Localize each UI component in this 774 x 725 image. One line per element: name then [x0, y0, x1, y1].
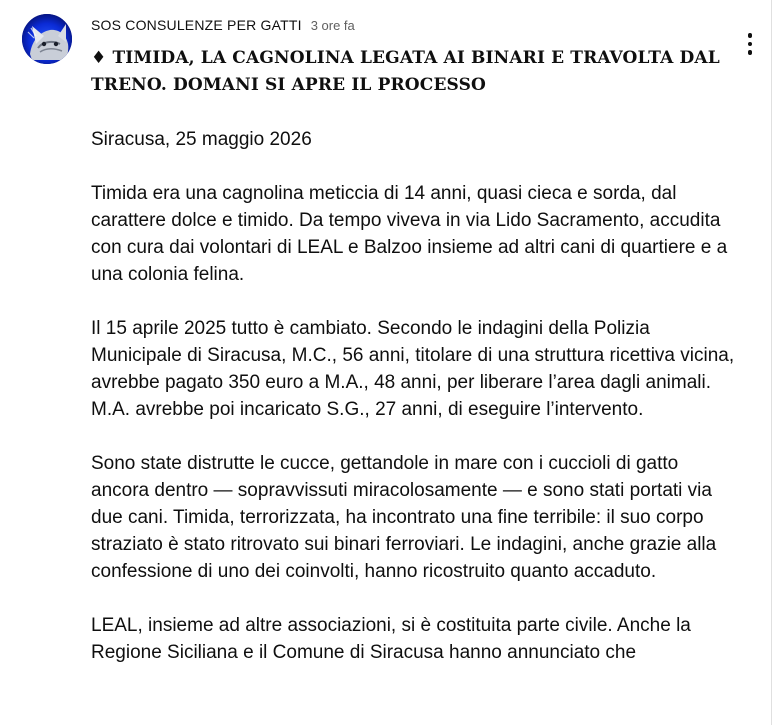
- post-paragraph: Il 15 aprile 2025 tutto è cambiato. Secondo le indagini della Polizia Municipale di Siracusa, M.C., 56 anni, titolare di una struttura ricettiva vicina, avrebbe pagato 350 euro a M.A., 48 anni, per liberare l’area dagli animali. M.A. avrebbe poi incaricato S.G., 27 anni, di eseguire l’intervento.: [91, 318, 735, 420]
- cat-avatar-icon[interactable]: [22, 14, 72, 64]
- menu-dot: [748, 42, 753, 47]
- post-paragraph: LEAL, insieme ad altre associazioni, si è costituita parte civile. Anche la Regione Siciliana e il Comune di Siracusa hanno annunciato che: [91, 615, 691, 663]
- more-vert-icon[interactable]: [738, 29, 762, 59]
- post-paragraph: Sono state distrutte le cucce, gettandole in mare con i cuccioli di gatto ancora dentro — sopravvissuti miracolosamente — e sono stati portati via due cani. Timida, terrorizzata, ha incontrato una fine terribile: il suo corpo straziato è stato ritrovato sui binari ferroviari. Le indagini, anche grazie alla confessione di uno dei coinvolti, hanno ricostruito quanto accaduto.: [91, 453, 717, 582]
- post-paragraph: Timida era una cagnolina meticcia di 14 anni, quasi cieca e sorda, dal carattere dolce e timido. Da tempo viveva in via Lido Sacramento, accudita con cura dai volontari di LEAL e Balzoo insieme ad altri cani di quartiere e a una colonia felina.: [91, 183, 728, 285]
- menu-dot: [748, 50, 753, 55]
- channel-name[interactable]: SOS CONSULENZE PER GATTI: [91, 17, 302, 33]
- post-paragraph: Siracusa, 25 maggio 2026: [91, 129, 312, 150]
- post-title: ♦ TIMIDA, LA CAGNOLINA LEGATA AI BINARI E TRAVOLTA DAL TRENO. DOMANI SI APRE IL PROCESSO: [91, 48, 720, 95]
- panel-border: [771, 0, 772, 725]
- post-timestamp[interactable]: 3 ore fa: [310, 18, 355, 33]
- post-body: [91, 126, 741, 693]
- menu-dot: [748, 33, 753, 38]
- post-header: [91, 17, 355, 37]
